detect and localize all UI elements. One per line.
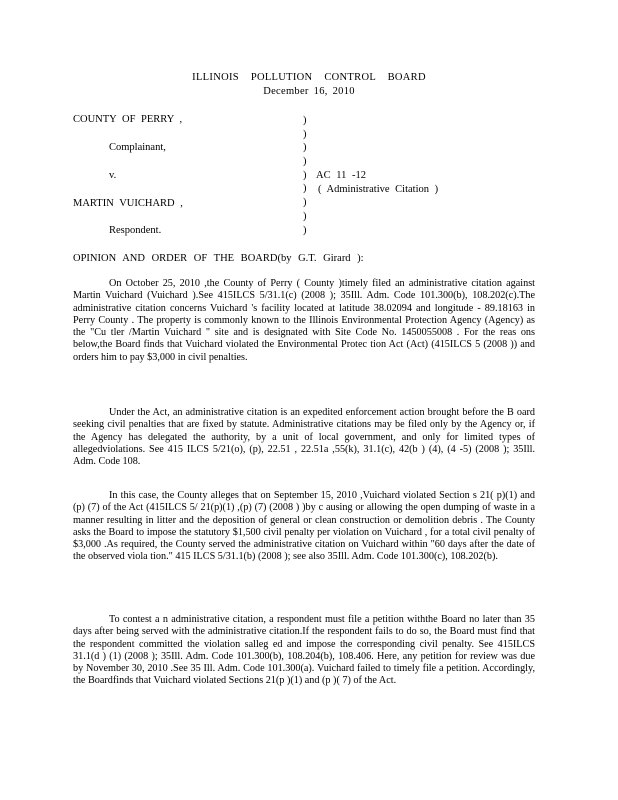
paren: ): [303, 115, 307, 126]
paragraph-1: [73, 278, 535, 364]
paragraph-text: To contest a n administrative citation, a respondent must file a petition withthe Board no later than 35 days after being served with the administrative citation.If the respondent fails to do so, the Board must find that the respondent committed the violation salleg ed and impose the corresponding civil penalty. See 415ILCS 31.1(d ) (1) (2008 ); 35Ill. Adm. Code 101.300(b), 108.204(b), 108.406. Here, any petition for review was due by November 30, 2010 .See 35 Ill. Adm. Code 101.300(a). Vuichard failed to timely file a petition. Accordingly, the Boardfinds that Vuichard violated Sections 21(p )(1) and (p )( 7) of the Act.: [73, 614, 535, 687]
order-date: December 16, 2010: [263, 86, 355, 97]
paren: ): [303, 210, 307, 222]
case-number: AC 11 -12: [316, 170, 366, 181]
board-title: ILLINOIS POLLUTION CONTROL BOARD: [192, 72, 426, 83]
defendant-role: Respondent.: [109, 225, 162, 236]
case-info: [316, 169, 438, 196]
paren: ): [303, 156, 307, 168]
opinion-heading: OPINION AND ORDER OF THE BOARD(by G.T. Girard ):: [73, 253, 364, 264]
plaintiff-role: Complainant,: [109, 142, 166, 153]
plaintiff-name: COUNTY OF PERRY ,: [73, 114, 183, 125]
caption-parentheses: [303, 114, 307, 237]
paren: ): [303, 224, 307, 236]
paragraph-3: [73, 490, 535, 564]
paren: ): [303, 183, 307, 195]
paren: ): [303, 197, 307, 209]
paragraph-text: Under the Act, an administrative citation is an expedited enforcement action brought before the B oard seeking civil penalties that are fixed by statute. Administrative citations may be filed only by the Agency or, if the Agency has delegated the authority, by a unit of local government, and only for limited types of allegedviolations. See 415 ILCS 5/21(o), (p), 22.51 , 22.51a ,55(k), 31.1(c), 42(b ) (4), (4 -5) (2008 ); 35Ill. Adm. Code 108.: [73, 407, 535, 468]
versus-label: v.: [109, 170, 117, 181]
paren: ): [303, 142, 307, 154]
paragraph-text: On October 25, 2010 ,the County of Perry ( County )timely filed an administrative citation against Martin Vuichard (Vuichard ).See 415ILCS 5/31.1(c) (2008 ); 35Ill. Adm. Code 101.300(b), 108.202(c).The administrative citation concerns Vuichard 's facility located at latitude 38.02094 and longitude - 89.18163 in Perry County . The property is commonly known to the Illinois Environmental Protection Agency (Agency) as the "Cu tler /Martin Vuichard " site and is designated with Site Code No. 1450055008 . For the reas ons below,the Board finds that Vuichard violated the Environmental Protec tion Act (Act) (415ILCS 5 (2008 )) and orders him to pay $3,000 in civil penalties.: [73, 278, 535, 363]
defendant-name: MARTIN VUICHARD ,: [73, 198, 183, 209]
paren: ): [303, 128, 307, 140]
paragraph-4: [73, 614, 535, 688]
paragraph-text: In this case, the County alleges that on September 15, 2010 ,Vuichard violated Section s 21( p)(1) and (p) (7) of the Act (415ILCS 5/ 21(p)(1) ,(p) (7) (2008 ) )by c ausing or allowing the open dumping of waste in a manner resulting in litter and the deposition of general or clean construction or demolition debris . The County asks the Board to impose the statutory $1,500 civil penalty per violation on Vuichard , for a total civil penalty of $3,000 .As required, the County served the administrative citation on Vuichard within "60 days after the date of the observed viola tion." 415 ILCS 5/31.1(b) (2008 ); see also 35Ill. Adm. Code 101.300(c), 108.202(b).: [73, 490, 535, 563]
case-type: ( Administrative Citation ): [318, 183, 439, 195]
paren: ): [303, 169, 307, 181]
paragraph-2: [73, 407, 535, 468]
